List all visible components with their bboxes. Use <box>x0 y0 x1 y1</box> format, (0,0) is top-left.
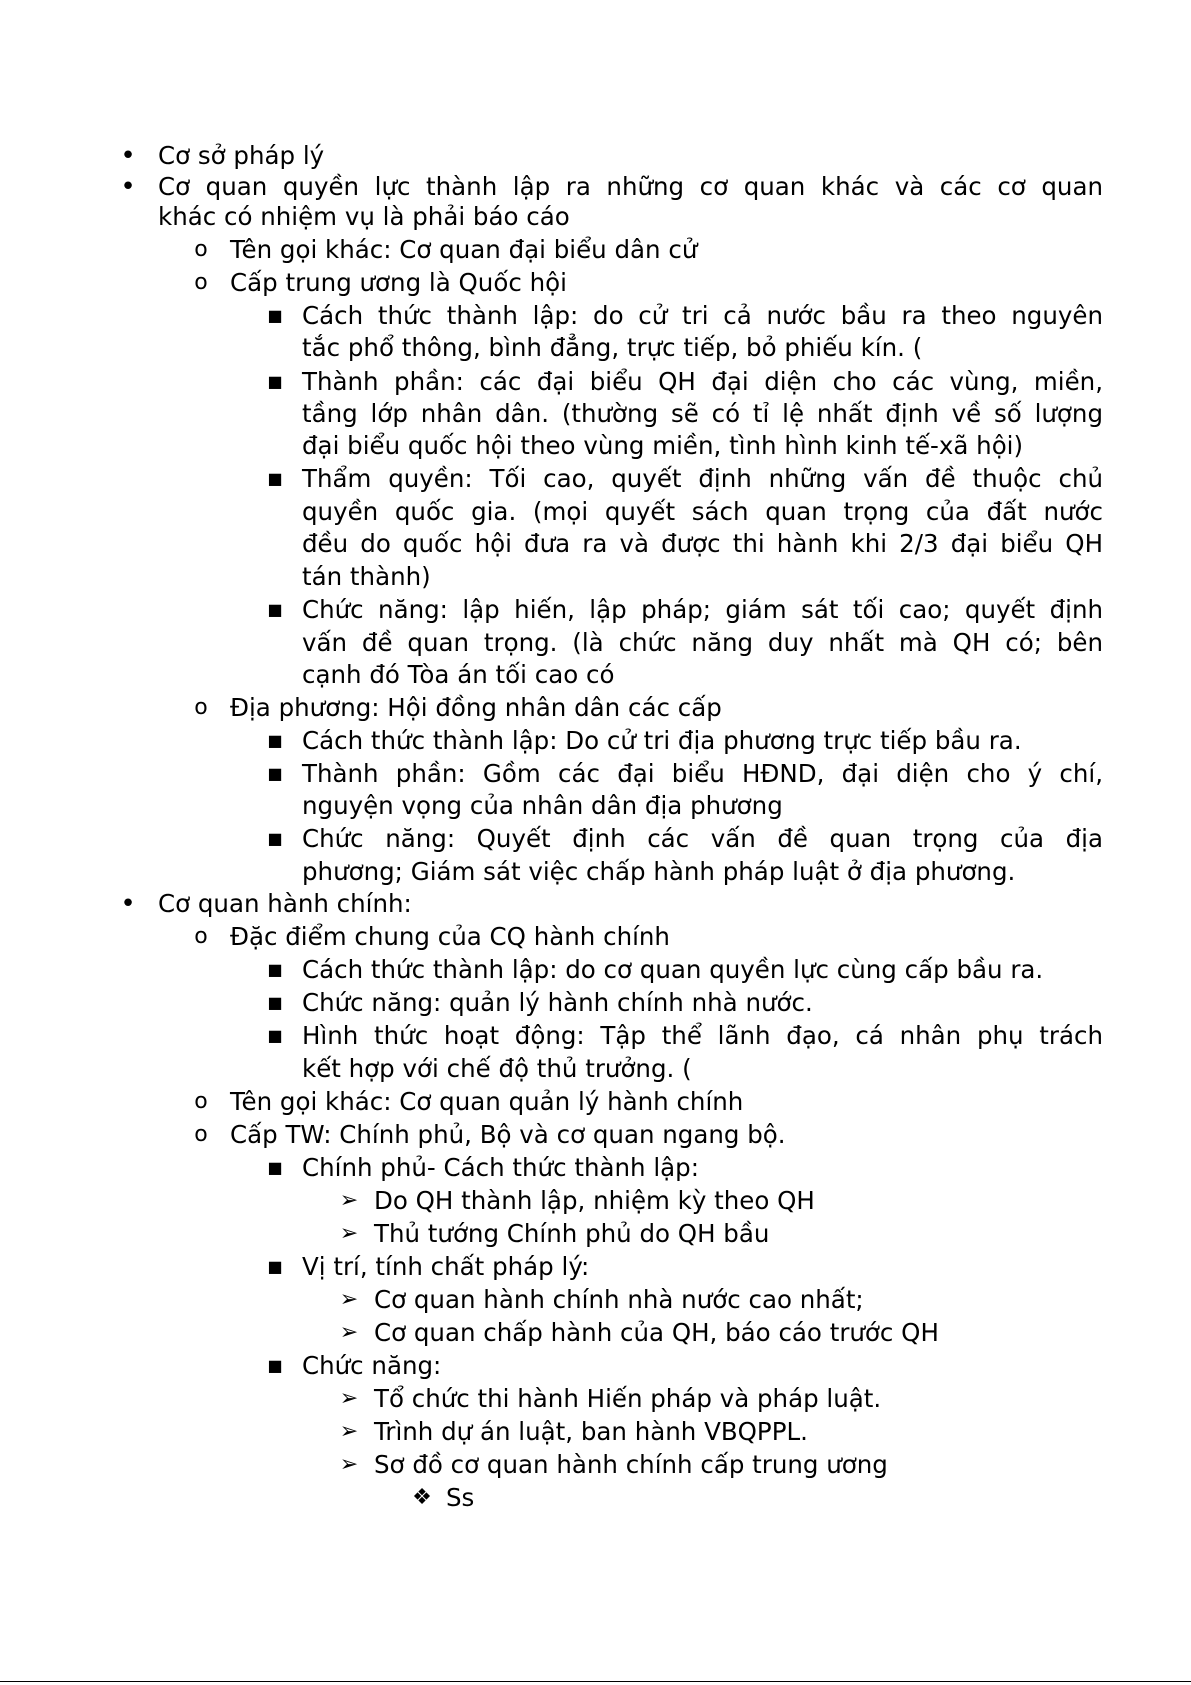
list-item-text: kết hợp với chế độ thủ trưởng. ( <box>302 1054 692 1083</box>
list-item-text: Cách thức thành lập: do cơ quan quyền lực cùng cấp bầu ra. <box>302 955 1044 984</box>
list-item-text: tán thành) <box>302 562 431 591</box>
bullet-square-icon: ■ <box>267 1257 283 1276</box>
page-bottom-rule <box>0 1681 1191 1682</box>
list-item-text: khác có nhiệm vụ là phải báo cáo <box>158 202 570 231</box>
list-item-text: Cách thức thành lập: Do cử tri địa phương trực tiếp bầu ra. <box>302 726 1022 755</box>
bullet-square-icon: ■ <box>267 731 283 750</box>
bullet-circle-icon: o <box>194 695 208 720</box>
bullet-square-icon: ■ <box>267 1356 283 1375</box>
list-item-text: Thành phần: Gồm các đại biểu HĐND, đại diện cho ý chí, <box>302 759 1103 788</box>
list-item-text: Trình dự án luật, ban hành VBQPPL. <box>374 1417 808 1446</box>
list-item-text: Tổ chức thi hành Hiến pháp và pháp luật. <box>374 1384 882 1413</box>
bullet-circle-icon: o <box>194 924 208 949</box>
bullet-arrow-icon: ➢ <box>339 1320 359 1345</box>
list-item-text: nguyện vọng của nhân dân địa phương <box>302 791 783 820</box>
list-item-text: Thẩm quyền: Tối cao, quyết định những vấn đề thuộc chủ <box>302 464 1103 493</box>
bullet-square-icon: ■ <box>267 306 283 325</box>
bullet-square-icon: ■ <box>267 764 283 783</box>
bullet-square-icon: ■ <box>267 1026 283 1045</box>
list-item-text: Ss <box>446 1483 475 1512</box>
list-item-text: quyền quốc gia. (mọi quyết sách quan trọng của đất nước <box>302 497 1103 526</box>
bullet-circle-icon: o <box>194 270 208 295</box>
bullet-arrow-icon: ➢ <box>339 1386 359 1411</box>
list-item-text: vấn đề quan trọng. (là chức năng duy nhất mà QH có; bên <box>302 628 1103 657</box>
list-item-text: Chức năng: quản lý hành chính nhà nước. <box>302 988 813 1017</box>
list-item-text: Đặc điểm chung của CQ hành chính <box>230 922 670 951</box>
list-item-text: Địa phương: Hội đồng nhân dân các cấp <box>230 693 722 722</box>
bullet-disc-icon: • <box>120 141 136 171</box>
list-item-text: phương; Giám sát việc chấp hành pháp luật ở địa phương. <box>302 857 1016 886</box>
list-item-text: Tên gọi khác: Cơ quan quản lý hành chính <box>230 1087 744 1116</box>
bullet-diamond-icon: ❖ <box>412 1485 432 1510</box>
bullet-square-icon: ■ <box>267 469 283 488</box>
list-item-text: Thành phần: các đại biểu QH đại diện cho các vùng, miền, <box>302 367 1103 396</box>
list-item-text: Cơ quan quyền lực thành lập ra những cơ quan khác và các cơ quan <box>158 171 1103 201</box>
bullet-arrow-icon: ➢ <box>339 1287 359 1312</box>
bullet-circle-icon: o <box>194 1089 208 1114</box>
list-item-text: Cơ quan chấp hành của QH, báo cáo trước QH <box>374 1318 939 1347</box>
bullet-disc-icon: • <box>120 171 136 202</box>
list-item-text: Chức năng: Quyết định các vấn đề quan trọng của địa <box>302 824 1103 853</box>
bullet-square-icon: ■ <box>267 372 283 391</box>
list-item-text: Vị trí, tính chất pháp lý: <box>302 1252 590 1281</box>
list-item-text: đều do quốc hội đưa ra và được thi hành khi 2/3 đại biểu QH <box>302 529 1103 558</box>
bullet-arrow-icon: ➢ <box>339 1419 359 1444</box>
bullet-disc-icon: • <box>120 889 136 919</box>
list-item-text: Sơ đồ cơ quan hành chính cấp trung ương <box>374 1450 888 1479</box>
list-item-text: Thủ tướng Chính phủ do QH bầu <box>374 1219 770 1248</box>
list-item-text: Chức năng: <box>302 1351 442 1380</box>
bullet-circle-icon: o <box>194 1122 208 1147</box>
list-item-text: Hình thức hoạt động: Tập thể lãnh đạo, cá nhân phụ trách <box>302 1021 1103 1050</box>
list-item-text: Do QH thành lập, nhiệm kỳ theo QH <box>374 1186 815 1215</box>
bullet-square-icon: ■ <box>267 993 283 1012</box>
bullet-arrow-icon: ➢ <box>339 1188 359 1213</box>
list-item-text: Cách thức thành lập: do cử tri cả nước bầu ra theo nguyên <box>302 301 1103 330</box>
list-item-text: Chức năng: lập hiến, lập pháp; giám sát tối cao; quyết định <box>302 595 1103 624</box>
list-item-text: Chính phủ- Cách thức thành lập: <box>302 1153 699 1182</box>
list-item-text: Tên gọi khác: Cơ quan đại biểu dân cử <box>230 235 698 264</box>
bullet-circle-icon: o <box>194 237 208 262</box>
bullet-arrow-icon: ➢ <box>339 1221 359 1246</box>
list-item-text: Cơ quan hành chính nhà nước cao nhất; <box>374 1285 864 1314</box>
bullet-square-icon: ■ <box>267 960 283 979</box>
list-item-text: tầng lớp nhân dân. (thường sẽ có tỉ lệ nhất định về số lượng <box>302 399 1103 428</box>
list-item-text: Cấp TW: Chính phủ, Bộ và cơ quan ngang bộ. <box>230 1120 786 1149</box>
list-item-text: Cơ sở pháp lý <box>158 141 325 170</box>
list-item-text: Cấp trung ương là Quốc hội <box>230 268 567 297</box>
list-item-text: cạnh đó Tòa án tối cao có <box>302 660 615 689</box>
bullet-square-icon: ■ <box>267 600 283 619</box>
list-item-text: đại biểu quốc hội theo vùng miền, tình hình kinh tế-xã hội) <box>302 431 1024 460</box>
list-item-text: Cơ quan hành chính: <box>158 889 412 918</box>
bullet-square-icon: ■ <box>267 829 283 848</box>
bullet-arrow-icon: ➢ <box>339 1452 359 1477</box>
bullet-square-icon: ■ <box>267 1158 283 1177</box>
list-item-text: tắc phổ thông, bình đẳng, trực tiếp, bỏ phiếu kín. ( <box>302 333 923 362</box>
